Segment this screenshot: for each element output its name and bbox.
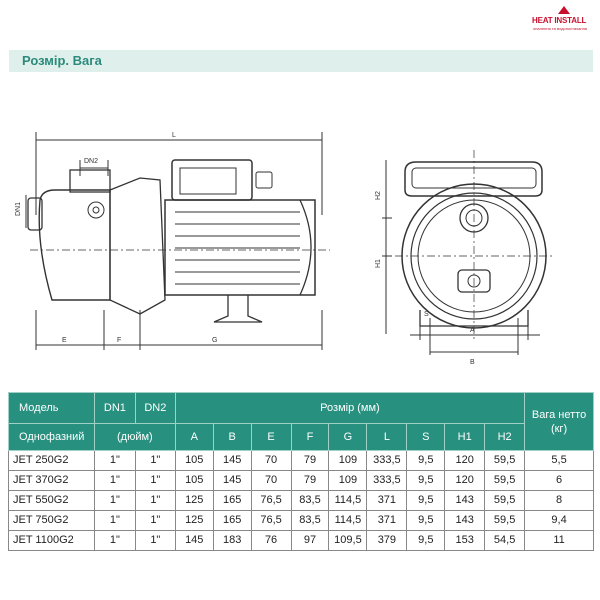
dim-label-l: L bbox=[172, 132, 176, 139]
header-col-f: F bbox=[291, 424, 329, 451]
cell-b: 165 bbox=[213, 491, 251, 511]
cell-b: 145 bbox=[213, 451, 251, 471]
header-model: Модель bbox=[9, 393, 95, 424]
cell-model: JET 550G2 bbox=[9, 491, 95, 511]
cell-l: 371 bbox=[367, 511, 407, 531]
cell-dn1: 1" bbox=[94, 471, 135, 491]
cell-s: 9,5 bbox=[407, 471, 445, 491]
cell-weight: 6 bbox=[525, 471, 594, 491]
cell-dn1: 1" bbox=[94, 511, 135, 531]
brand-tagline: опалення та водопостачання bbox=[533, 26, 587, 31]
cell-g: 109 bbox=[329, 451, 367, 471]
header-col-g: G bbox=[329, 424, 367, 451]
dim-label-h2: H2 bbox=[375, 191, 382, 200]
header-col-h2: H2 bbox=[485, 424, 525, 451]
cell-h1: 153 bbox=[445, 531, 485, 551]
brand-logo bbox=[532, 4, 598, 38]
header-col-s: S bbox=[407, 424, 445, 451]
cell-e: 70 bbox=[251, 451, 291, 471]
cell-dn2: 1" bbox=[135, 511, 175, 531]
dim-label-g: G bbox=[212, 337, 218, 344]
cell-l: 333,5 bbox=[367, 471, 407, 491]
cell-a: 145 bbox=[175, 531, 213, 551]
cell-dn2: 1" bbox=[135, 471, 175, 491]
cell-f: 79 bbox=[291, 451, 329, 471]
dim-label-a: A bbox=[470, 327, 475, 334]
cell-h2: 59,5 bbox=[485, 451, 525, 471]
header-col-a: A bbox=[175, 424, 213, 451]
cell-model: JET 370G2 bbox=[9, 471, 95, 491]
dim-label-h1: H1 bbox=[375, 259, 382, 268]
cell-h2: 59,5 bbox=[485, 491, 525, 511]
dim-label-s: S bbox=[424, 311, 429, 318]
dim-label-f: F bbox=[117, 337, 122, 344]
cell-b: 183 bbox=[213, 531, 251, 551]
cell-dn1: 1" bbox=[94, 451, 135, 471]
cell-f: 79 bbox=[291, 471, 329, 491]
cell-e: 76 bbox=[251, 531, 291, 551]
cell-s: 9,5 bbox=[407, 511, 445, 531]
table-header-row-2 bbox=[9, 424, 594, 451]
cell-model: JET 1100G2 bbox=[9, 531, 95, 551]
cell-l: 371 bbox=[367, 491, 407, 511]
cell-h2: 59,5 bbox=[485, 511, 525, 531]
cell-h2: 54,5 bbox=[485, 531, 525, 551]
cell-s: 9,5 bbox=[407, 451, 445, 471]
table-row bbox=[9, 471, 594, 491]
cell-h1: 143 bbox=[445, 491, 485, 511]
cell-f: 83,5 bbox=[291, 511, 329, 531]
header-col-h1: H1 bbox=[445, 424, 485, 451]
pump-dimension-drawing bbox=[0, 80, 600, 380]
cell-model: JET 250G2 bbox=[9, 451, 95, 471]
cell-l: 379 bbox=[367, 531, 407, 551]
header-col-l: L bbox=[367, 424, 407, 451]
cell-g: 109 bbox=[329, 471, 367, 491]
cell-a: 105 bbox=[175, 471, 213, 491]
cell-l: 333,5 bbox=[367, 451, 407, 471]
cell-weight: 8 bbox=[525, 491, 594, 511]
cell-a: 105 bbox=[175, 451, 213, 471]
cell-s: 9,5 bbox=[407, 491, 445, 511]
table-row bbox=[9, 511, 594, 531]
dim-label-b: B bbox=[470, 359, 475, 366]
cell-h2: 59,5 bbox=[485, 471, 525, 491]
cell-dn1: 1" bbox=[94, 531, 135, 551]
cell-a: 125 bbox=[175, 491, 213, 511]
dimensions-weight-table bbox=[8, 392, 594, 551]
dim-label-dn2: DN2 bbox=[84, 158, 99, 165]
header-dn2: DN2 bbox=[135, 393, 175, 424]
table-row bbox=[9, 451, 594, 471]
header-size: Розмір (мм) bbox=[175, 393, 524, 424]
cell-g: 114,5 bbox=[329, 511, 367, 531]
cell-e: 76,5 bbox=[251, 511, 291, 531]
cell-e: 76,5 bbox=[251, 491, 291, 511]
header-dn1: DN1 bbox=[94, 393, 135, 424]
dim-label-dn1: DN1 bbox=[15, 201, 22, 216]
cell-dn1: 1" bbox=[94, 491, 135, 511]
cell-weight: 9,4 bbox=[525, 511, 594, 531]
cell-weight: 11 bbox=[525, 531, 594, 551]
cell-g: 109,5 bbox=[329, 531, 367, 551]
cell-weight: 5,5 bbox=[525, 451, 594, 471]
table-row bbox=[9, 491, 594, 511]
cell-f: 97 bbox=[291, 531, 329, 551]
header-weight: Вага нетто (кг) bbox=[525, 393, 594, 451]
cell-s: 9,5 bbox=[407, 531, 445, 551]
cell-b: 145 bbox=[213, 471, 251, 491]
cell-dn2: 1" bbox=[135, 451, 175, 471]
cell-a: 125 bbox=[175, 511, 213, 531]
header-inch: (дюйм) bbox=[94, 424, 175, 451]
dim-label-e: E bbox=[62, 337, 67, 344]
brand-name: HEAT INSTALL bbox=[532, 16, 587, 25]
cell-b: 165 bbox=[213, 511, 251, 531]
cell-g: 114,5 bbox=[329, 491, 367, 511]
header-single-phase: Однофазний bbox=[9, 424, 95, 451]
cell-h1: 143 bbox=[445, 511, 485, 531]
header-col-b: B bbox=[213, 424, 251, 451]
cell-f: 83,5 bbox=[291, 491, 329, 511]
house-roof-icon bbox=[558, 6, 570, 14]
cell-dn2: 1" bbox=[135, 531, 175, 551]
cell-h1: 120 bbox=[445, 451, 485, 471]
cell-dn2: 1" bbox=[135, 491, 175, 511]
section-title: Розмір. Вага bbox=[22, 53, 102, 68]
cell-h1: 120 bbox=[445, 471, 485, 491]
table-header-row-1 bbox=[9, 393, 594, 424]
cell-e: 70 bbox=[251, 471, 291, 491]
header-col-e: E bbox=[251, 424, 291, 451]
table-row bbox=[9, 531, 594, 551]
cell-model: JET 750G2 bbox=[9, 511, 95, 531]
